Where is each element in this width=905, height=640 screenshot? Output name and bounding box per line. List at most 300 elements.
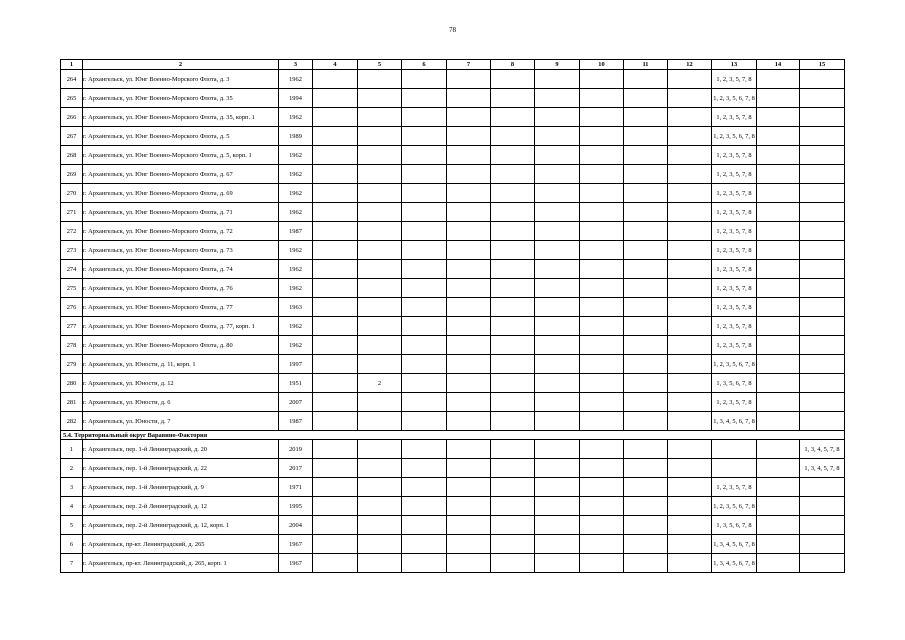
empty-cell [402, 146, 447, 165]
empty-cell [402, 241, 447, 260]
empty-cell [535, 497, 580, 516]
table-row [61, 459, 845, 478]
empty-cell [491, 412, 535, 431]
table-row [61, 298, 845, 317]
col15-cell [800, 89, 845, 108]
col5-cell [358, 317, 402, 336]
empty-cell [313, 165, 358, 184]
col13-cell: 1, 2, 3, 5, 7, 8 [712, 241, 757, 260]
col5-cell: 2 [358, 374, 402, 393]
col5-cell [358, 222, 402, 241]
table-row [61, 516, 845, 535]
empty-cell [447, 516, 491, 535]
empty-cell [313, 497, 358, 516]
row-number: 6 [61, 535, 83, 554]
year-cell: 1997 [279, 355, 313, 374]
empty-cell [447, 317, 491, 336]
empty-cell [535, 70, 580, 89]
empty-cell [447, 89, 491, 108]
col13-cell: 1, 2, 3, 5, 7, 8 [712, 260, 757, 279]
empty-cell [580, 89, 624, 108]
table-row [61, 165, 845, 184]
empty-cell [535, 203, 580, 222]
empty-cell [491, 478, 535, 497]
section-row [61, 431, 845, 440]
col5-cell [358, 241, 402, 260]
row-number: 278 [61, 336, 83, 355]
empty-cell [580, 554, 624, 573]
empty-cell [491, 317, 535, 336]
year-cell: 1989 [279, 127, 313, 146]
col5-cell [358, 127, 402, 146]
address-cell: г. Архангельск, ул. Юнг Военно-Морского Флота, д. 67 [83, 165, 279, 184]
year-cell: 1963 [279, 298, 313, 317]
empty-cell [535, 241, 580, 260]
column-header: 12 [668, 60, 712, 70]
col5-cell [358, 478, 402, 497]
empty-cell [624, 89, 668, 108]
year-cell: 2007 [279, 393, 313, 412]
address-cell: г. Архангельск, ул. Юности, д. 6 [83, 393, 279, 412]
empty-cell [535, 89, 580, 108]
col5-cell [358, 70, 402, 89]
empty-cell [668, 89, 712, 108]
empty-cell [535, 336, 580, 355]
address-cell: г. Архангельск, ул. Юнг Военно-Морского Флота, д. 74 [83, 260, 279, 279]
empty-cell [313, 535, 358, 554]
empty-cell [447, 374, 491, 393]
col15-cell [800, 412, 845, 431]
empty-cell [624, 535, 668, 554]
col15-cell: 1, 3, 4, 5, 7, 8 [800, 459, 845, 478]
empty-cell [491, 203, 535, 222]
empty-cell [668, 260, 712, 279]
table-row [61, 412, 845, 431]
empty-cell [580, 393, 624, 412]
empty-cell [757, 317, 800, 336]
empty-cell [624, 440, 668, 459]
empty-cell [313, 554, 358, 573]
table-row [61, 184, 845, 203]
table-row [61, 70, 845, 89]
empty-cell [668, 317, 712, 336]
column-header: 9 [535, 60, 580, 70]
col13-cell: 1, 3, 4, 5, 6, 7, 8 [712, 535, 757, 554]
table-row [61, 478, 845, 497]
year-cell: 1987 [279, 222, 313, 241]
row-number: 268 [61, 146, 83, 165]
empty-cell [668, 478, 712, 497]
col5-cell [358, 516, 402, 535]
year-cell: 1962 [279, 203, 313, 222]
address-cell: г. Архангельск, ул. Юности, д. 7 [83, 412, 279, 431]
year-cell: 1962 [279, 108, 313, 127]
empty-cell [757, 89, 800, 108]
empty-cell [668, 554, 712, 573]
empty-cell [624, 336, 668, 355]
col5-cell [358, 279, 402, 298]
table-row [61, 203, 845, 222]
empty-cell [668, 222, 712, 241]
empty-cell [668, 440, 712, 459]
empty-cell [580, 535, 624, 554]
address-cell: г. Архангельск, ул. Юнг Военно-Морского Флота, д. 73 [83, 241, 279, 260]
empty-cell [491, 516, 535, 535]
empty-cell [757, 127, 800, 146]
empty-cell [624, 478, 668, 497]
empty-cell [447, 260, 491, 279]
empty-cell [668, 127, 712, 146]
empty-cell [313, 440, 358, 459]
empty-cell [402, 459, 447, 478]
empty-cell [447, 165, 491, 184]
empty-cell [624, 393, 668, 412]
col5-cell [358, 203, 402, 222]
col13-cell [712, 459, 757, 478]
empty-cell [491, 70, 535, 89]
empty-cell [402, 203, 447, 222]
empty-cell [491, 374, 535, 393]
empty-cell [624, 355, 668, 374]
year-cell: 1962 [279, 146, 313, 165]
empty-cell [491, 184, 535, 203]
empty-cell [402, 554, 447, 573]
empty-cell [580, 127, 624, 146]
empty-cell [580, 336, 624, 355]
col5-cell [358, 497, 402, 516]
empty-cell [402, 497, 447, 516]
empty-cell [668, 146, 712, 165]
empty-cell [757, 412, 800, 431]
column-header: 6 [402, 60, 447, 70]
empty-cell [447, 298, 491, 317]
empty-cell [447, 412, 491, 431]
empty-cell [668, 497, 712, 516]
empty-cell [491, 497, 535, 516]
empty-cell [668, 184, 712, 203]
row-number: 267 [61, 127, 83, 146]
empty-cell [402, 279, 447, 298]
empty-cell [624, 279, 668, 298]
table-row [61, 260, 845, 279]
row-number: 273 [61, 241, 83, 260]
column-header: 8 [491, 60, 535, 70]
address-cell: г. Архангельск, пер. 1-й Ленинградский, д. 9 [83, 478, 279, 497]
col15-cell [800, 70, 845, 89]
table-row [61, 497, 845, 516]
col13-cell: 1, 2, 3, 5, 6, 7, 8 [712, 355, 757, 374]
empty-cell [624, 412, 668, 431]
empty-cell [447, 184, 491, 203]
column-header: 10 [580, 60, 624, 70]
year-cell: 1962 [279, 165, 313, 184]
table-row [61, 336, 845, 355]
empty-cell [757, 184, 800, 203]
col13-cell: 1, 2, 3, 5, 6, 7, 8 [712, 127, 757, 146]
row-number: 281 [61, 393, 83, 412]
col15-cell [800, 374, 845, 393]
empty-cell [668, 70, 712, 89]
year-cell: 1962 [279, 279, 313, 298]
column-header: 5 [358, 60, 402, 70]
col15-cell [800, 241, 845, 260]
empty-cell [624, 165, 668, 184]
col5-cell [358, 554, 402, 573]
table-row [61, 241, 845, 260]
row-number: 264 [61, 70, 83, 89]
address-cell: г. Архангельск, ул. Юнг Военно-Морского Флота, д. 80 [83, 336, 279, 355]
empty-cell [757, 203, 800, 222]
empty-cell [580, 355, 624, 374]
empty-cell [491, 146, 535, 165]
empty-cell [580, 374, 624, 393]
address-cell: г. Архангельск, пер. 1-й Ленинградский, д. 22 [83, 459, 279, 478]
empty-cell [491, 440, 535, 459]
empty-cell [447, 535, 491, 554]
table-row [61, 127, 845, 146]
empty-cell [447, 497, 491, 516]
col15-cell [800, 393, 845, 412]
empty-cell [491, 222, 535, 241]
address-cell: г. Архангельск, пр-кт. Ленинградский, д. 265, корп. 1 [83, 554, 279, 573]
year-cell: 1995 [279, 497, 313, 516]
empty-cell [757, 298, 800, 317]
address-cell: г. Архангельск, пр-кт. Ленинградский, д. 265 [83, 535, 279, 554]
row-number: 271 [61, 203, 83, 222]
empty-cell [624, 459, 668, 478]
empty-cell [535, 355, 580, 374]
address-cell: г. Архангельск, ул. Юнг Военно-Морского Флота, д. 5, корп. 1 [83, 146, 279, 165]
empty-cell [491, 355, 535, 374]
table-row [61, 554, 845, 573]
empty-cell [668, 374, 712, 393]
col13-cell: 1, 2, 3, 5, 7, 8 [712, 478, 757, 497]
empty-cell [402, 165, 447, 184]
address-cell: г. Архангельск, пер. 2-й Ленинградский, д. 12 [83, 497, 279, 516]
address-cell: г. Архангельск, ул. Юнг Военно-Морского Флота, д. 5 [83, 127, 279, 146]
empty-cell [313, 412, 358, 431]
address-cell: г. Архангельск, ул. Юнг Военно-Морского Флота, д. 69 [83, 184, 279, 203]
empty-cell [624, 497, 668, 516]
empty-cell [624, 127, 668, 146]
empty-cell [313, 260, 358, 279]
empty-cell [402, 70, 447, 89]
col13-cell: 1, 2, 3, 5, 7, 8 [712, 108, 757, 127]
empty-cell [580, 70, 624, 89]
empty-cell [624, 260, 668, 279]
empty-cell [668, 535, 712, 554]
empty-cell [624, 222, 668, 241]
col5-cell [358, 260, 402, 279]
empty-cell [757, 374, 800, 393]
empty-cell [580, 222, 624, 241]
empty-cell [580, 203, 624, 222]
empty-cell [491, 393, 535, 412]
empty-cell [313, 374, 358, 393]
col13-cell: 1, 2, 3, 5, 7, 8 [712, 317, 757, 336]
empty-cell [668, 165, 712, 184]
empty-cell [535, 298, 580, 317]
year-cell: 1962 [279, 70, 313, 89]
col5-cell [358, 146, 402, 165]
year-cell: 2004 [279, 516, 313, 535]
col5-cell [358, 535, 402, 554]
empty-cell [757, 497, 800, 516]
empty-cell [668, 108, 712, 127]
empty-cell [757, 70, 800, 89]
table-row [61, 108, 845, 127]
year-cell: 2019 [279, 440, 313, 459]
empty-cell [402, 336, 447, 355]
empty-cell [313, 459, 358, 478]
col15-cell [800, 260, 845, 279]
empty-cell [668, 459, 712, 478]
col5-cell [358, 89, 402, 108]
address-cell: г. Архангельск, ул. Юнг Военно-Морского Флота, д. 3 [83, 70, 279, 89]
empty-cell [624, 146, 668, 165]
empty-cell [535, 146, 580, 165]
register-table [60, 59, 845, 573]
empty-cell [313, 279, 358, 298]
year-cell: 1967 [279, 535, 313, 554]
empty-cell [535, 260, 580, 279]
empty-cell [402, 535, 447, 554]
empty-cell [447, 70, 491, 89]
empty-cell [668, 412, 712, 431]
empty-cell [447, 440, 491, 459]
empty-cell [447, 554, 491, 573]
header-row [61, 60, 845, 70]
empty-cell [447, 279, 491, 298]
empty-cell [402, 184, 447, 203]
empty-cell [313, 222, 358, 241]
empty-cell [447, 393, 491, 412]
col5-cell [358, 440, 402, 459]
empty-cell [313, 298, 358, 317]
empty-cell [580, 184, 624, 203]
empty-cell [535, 374, 580, 393]
empty-cell [757, 279, 800, 298]
col13-cell: 1, 2, 3, 5, 6, 7, 8 [712, 497, 757, 516]
col15-cell [800, 184, 845, 203]
empty-cell [668, 241, 712, 260]
col13-cell: 1, 2, 3, 5, 7, 8 [712, 336, 757, 355]
empty-cell [580, 241, 624, 260]
table-row [61, 355, 845, 374]
col15-cell [800, 165, 845, 184]
col15-cell [800, 336, 845, 355]
empty-cell [313, 336, 358, 355]
col13-cell [712, 440, 757, 459]
empty-cell [313, 241, 358, 260]
empty-cell [668, 203, 712, 222]
column-header: 15 [800, 60, 845, 70]
empty-cell [402, 89, 447, 108]
empty-cell [491, 89, 535, 108]
empty-cell [535, 165, 580, 184]
empty-cell [491, 535, 535, 554]
year-cell: 1962 [279, 260, 313, 279]
empty-cell [668, 393, 712, 412]
col13-cell: 1, 2, 3, 5, 7, 8 [712, 165, 757, 184]
empty-cell [402, 317, 447, 336]
empty-cell [580, 497, 624, 516]
empty-cell [535, 279, 580, 298]
col13-cell: 1, 3, 4, 5, 6, 7, 8 [712, 554, 757, 573]
address-cell: г. Архангельск, ул. Юнг Военно-Морского Флота, д. 35, корп. 1 [83, 108, 279, 127]
empty-cell [402, 478, 447, 497]
col5-cell [358, 355, 402, 374]
empty-cell [535, 127, 580, 146]
col15-cell [800, 516, 845, 535]
row-number: 274 [61, 260, 83, 279]
empty-cell [624, 516, 668, 535]
empty-cell [535, 412, 580, 431]
empty-cell [580, 260, 624, 279]
col5-cell [358, 298, 402, 317]
empty-cell [535, 478, 580, 497]
empty-cell [535, 554, 580, 573]
empty-cell [668, 336, 712, 355]
empty-cell [313, 127, 358, 146]
column-header: 3 [279, 60, 313, 70]
row-number: 265 [61, 89, 83, 108]
col15-cell [800, 497, 845, 516]
row-number: 5 [61, 516, 83, 535]
year-cell: 1962 [279, 184, 313, 203]
empty-cell [580, 459, 624, 478]
empty-cell [757, 260, 800, 279]
empty-cell [535, 184, 580, 203]
address-cell: г. Архангельск, ул. Юнг Военно-Морского Флота, д. 71 [83, 203, 279, 222]
empty-cell [535, 317, 580, 336]
col13-cell: 1, 3, 4, 5, 6, 7, 8 [712, 412, 757, 431]
empty-cell [447, 459, 491, 478]
empty-cell [668, 298, 712, 317]
empty-cell [491, 127, 535, 146]
row-number: 275 [61, 279, 83, 298]
row-number: 2 [61, 459, 83, 478]
year-cell: 1994 [279, 89, 313, 108]
col13-cell: 1, 3, 5, 6, 7, 8 [712, 516, 757, 535]
col5-cell [358, 459, 402, 478]
page-number: 78 [449, 26, 456, 34]
empty-cell [402, 412, 447, 431]
empty-cell [580, 165, 624, 184]
col13-cell: 1, 2, 3, 5, 7, 8 [712, 279, 757, 298]
empty-cell [580, 317, 624, 336]
empty-cell [447, 241, 491, 260]
year-cell: 1951 [279, 374, 313, 393]
column-header: 2 [83, 60, 279, 70]
col15-cell [800, 535, 845, 554]
empty-cell [624, 298, 668, 317]
row-number: 7 [61, 554, 83, 573]
empty-cell [313, 478, 358, 497]
empty-cell [491, 241, 535, 260]
year-cell: 1962 [279, 241, 313, 260]
empty-cell [447, 146, 491, 165]
empty-cell [757, 440, 800, 459]
empty-cell [491, 260, 535, 279]
address-cell: г. Архангельск, ул. Юности, д. 12 [83, 374, 279, 393]
address-cell: г. Архангельск, ул. Юности, д. 11, корп. 1 [83, 355, 279, 374]
col15-cell [800, 478, 845, 497]
col15-cell [800, 554, 845, 573]
table-row [61, 146, 845, 165]
col13-cell: 1, 2, 3, 5, 7, 8 [712, 393, 757, 412]
empty-cell [313, 184, 358, 203]
